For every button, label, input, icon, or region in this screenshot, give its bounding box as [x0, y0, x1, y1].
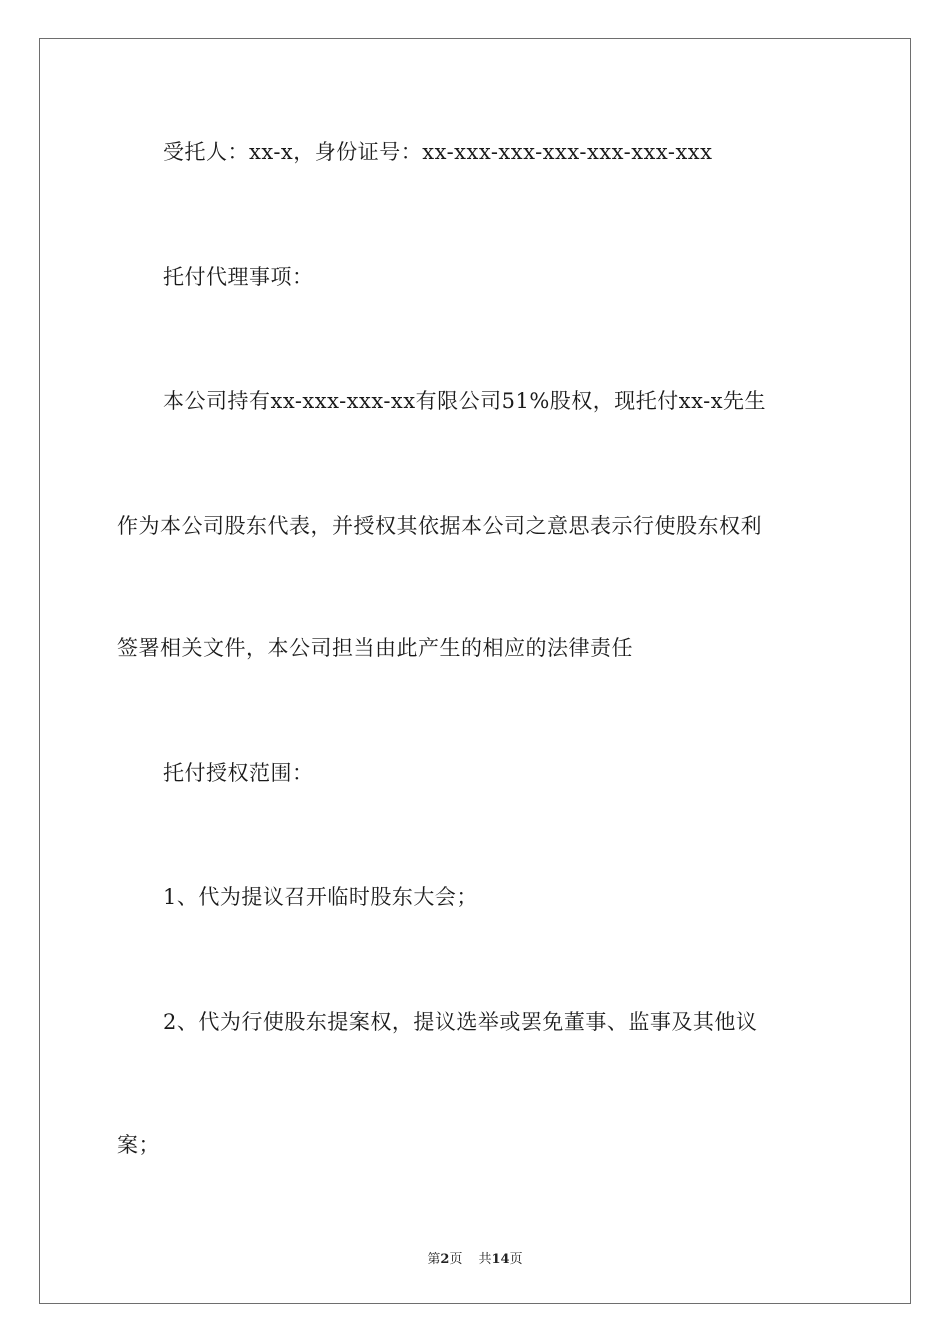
total-page-count: 14 — [491, 1252, 510, 1267]
total-prefix: 共 — [478, 1252, 492, 1267]
page-prefix: 第 — [427, 1252, 441, 1267]
page-number-footer — [0, 1248, 950, 1267]
page-border — [39, 38, 911, 1304]
current-page-number: 2 — [440, 1252, 450, 1267]
paragraph-line: 作为本公司股东代表，并授权其依据本公司之意思表示行使股东权利 — [117, 514, 762, 538]
list-item: 1、代为提议召开临时股东大会； — [163, 885, 478, 909]
trustee-line: 受托人：xx-x，身份证号：xx-xxx-xxx-xxx-xxx-xxx-xxx — [163, 140, 713, 164]
authorization-scope-heading: 托付授权范围： — [163, 761, 314, 785]
agency-matters-heading: 托付代理事项： — [163, 265, 314, 289]
total-suffix: 页 — [509, 1252, 523, 1267]
list-item-continuation: 案； — [117, 1133, 160, 1157]
list-item: 2、代为行使股东提案权，提议选举或罢免董事、监事及其他议 — [163, 1010, 758, 1034]
paragraph-line: 签署相关文件，本公司担当由此产生的相应的法律责任 — [117, 636, 633, 660]
page-suffix: 页 — [449, 1252, 463, 1267]
paragraph-line: 本公司持有xx-xxx-xxx-xx有限公司51%股权，现托付xx-x先生 — [163, 389, 767, 413]
